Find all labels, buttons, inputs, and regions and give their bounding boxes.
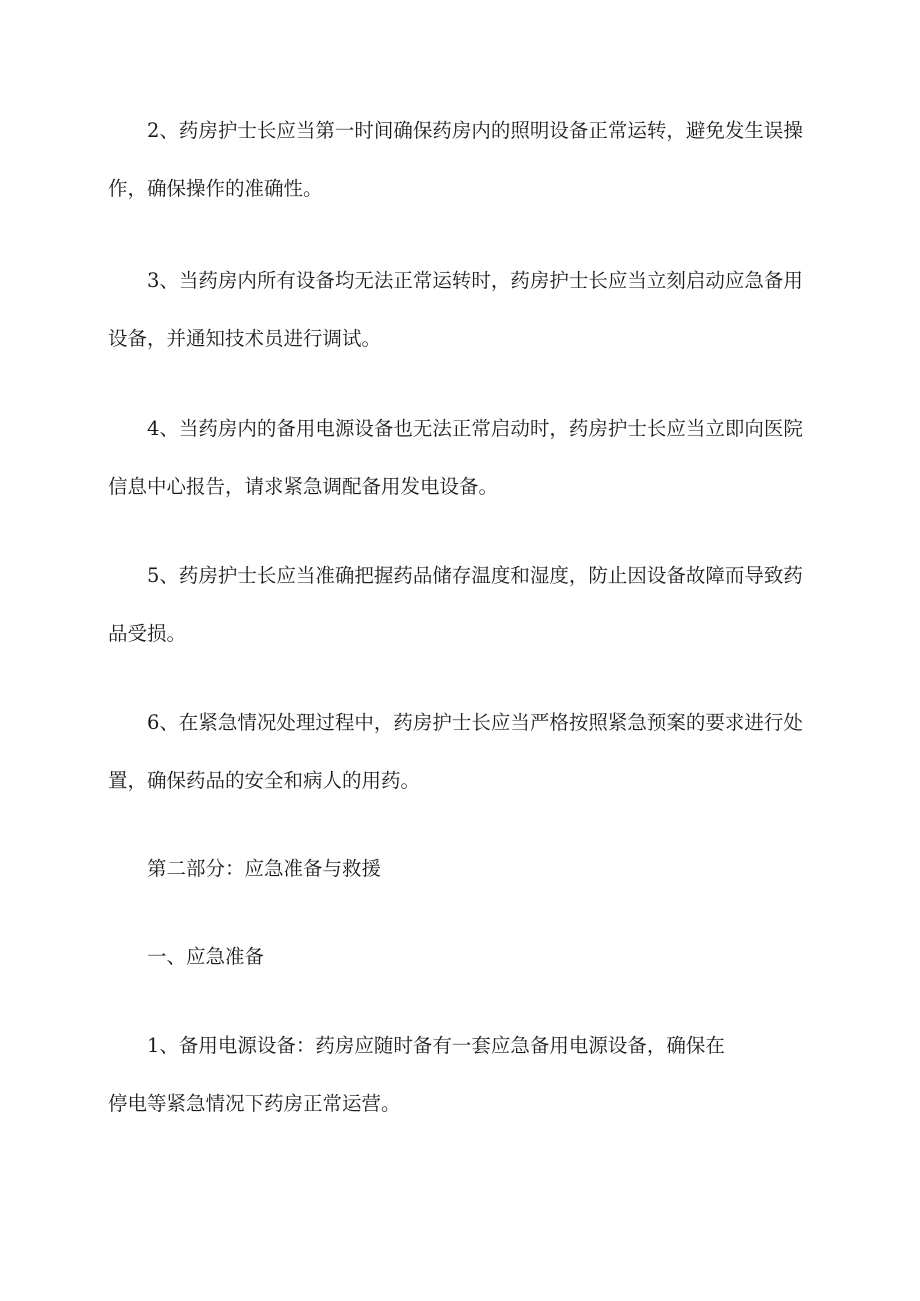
para-2-line-2: 作，确保操作的准确性。 [108,177,323,200]
para-3-line-2: 设备，并通知技术员进行调试。 [108,327,382,350]
para-6-line-2: 置，确保药品的安全和病人的用药。 [108,769,421,792]
para-4-line-1: 4、当药房内的备用电源设备也无法正常启动时，药房护士长应当立即向医院 [147,417,803,440]
para-2-line-1: 2、药房护士长应当第一时间确保药房内的照明设备正常运转，避免发生误操 [147,119,803,142]
para-5-line-2: 品受损。 [108,622,187,645]
section-title: 第二部分：应急准备与救援 [147,857,382,880]
item-1-line-1: 1、备用电源设备：药房应随时备有一套应急备用电源设备，确保在 [147,1034,725,1057]
para-3-line-1: 3、当药房内所有设备均无法正常运转时，药房护士长应当立刻启动应急备用 [147,269,803,292]
para-6-line-1: 6、在紧急情况处理过程中，药房护士长应当严格按照紧急预案的要求进行处 [147,711,803,734]
item-1-line-2: 停电等紧急情况下药房正常运营。 [108,1092,401,1115]
para-5-line-1: 5、药房护士长应当准确把握药品储存温度和湿度，防止因设备故障而导致药 [147,564,803,587]
subsection-title: 一、应急准备 [147,945,265,968]
para-4-line-2: 信息中心报告，请求紧急调配备用发电设备。 [108,475,499,498]
